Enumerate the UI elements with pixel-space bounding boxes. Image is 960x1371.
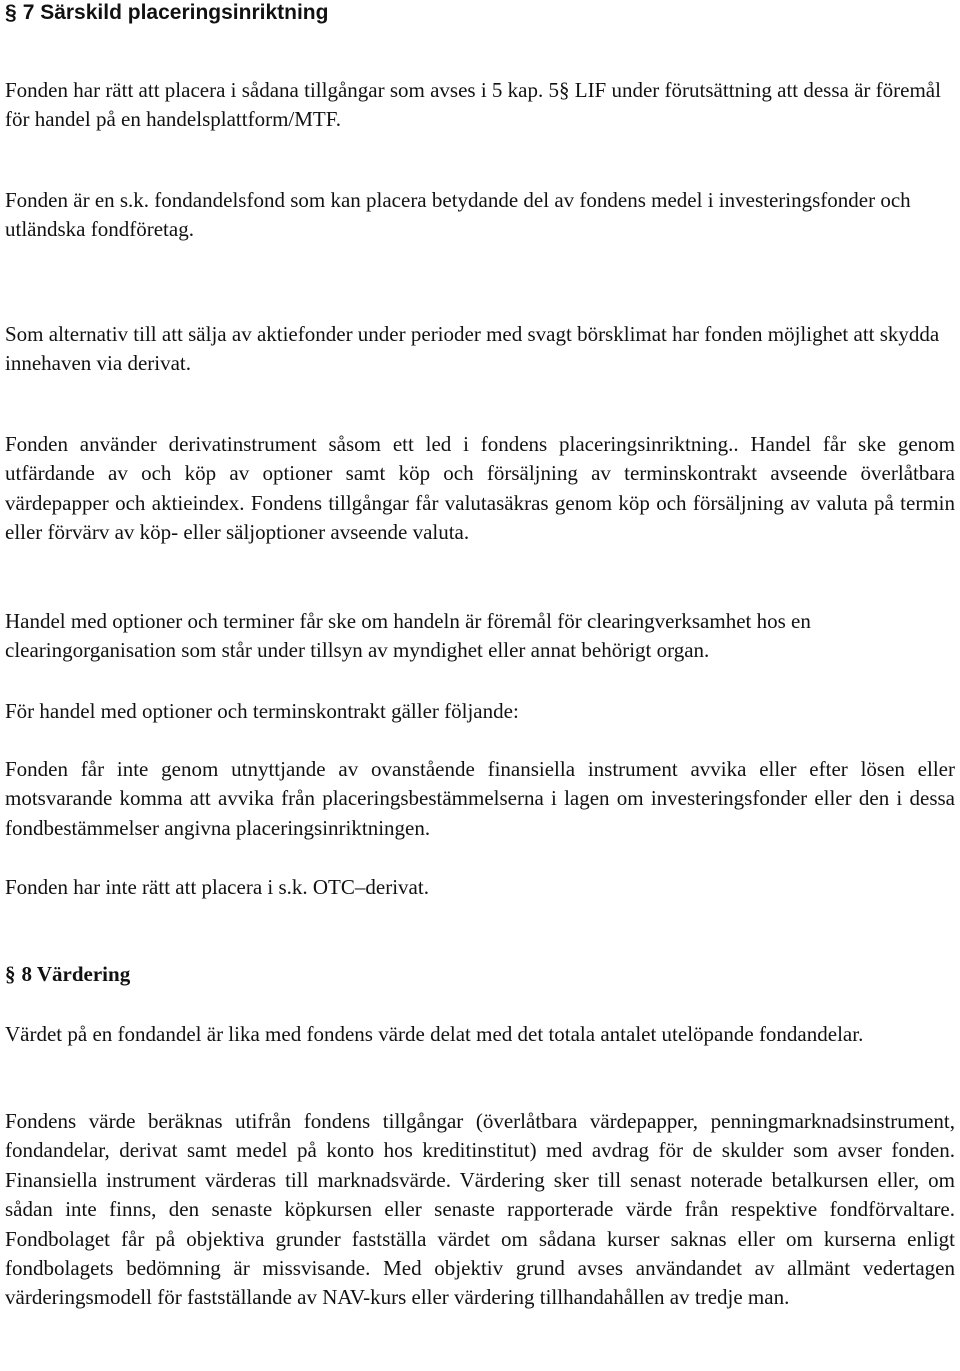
section-sign: § xyxy=(5,962,16,986)
section-8-paragraph-1: Värdet på en fondandel är lika med fondens värde delat med det totala antalet utelöpande fondandelar. xyxy=(5,1022,864,1046)
section-7-heading xyxy=(5,0,955,26)
section-8-heading xyxy=(5,961,955,987)
section-7-title: 7 Särskild placeringsinriktning xyxy=(22,1,329,24)
section-7-paragraph-2: Fonden är en s.k. fondandelsfond som kan placera betydande del av fondens medel i investeringsfonder och utländska fondföretag. xyxy=(5,188,911,242)
section-7-paragraph-4: Fonden använder derivatinstrument såsom ett led i fondens placeringsinriktning.. Handel får ske genom utfärdande av och köp av optioner samt köp och försäljning av terminskontrakt avseende överlåtbara värdepapper och aktieindex. Fondens tillgångar får valutasäkras genom köp och försäljning av valuta på termin eller förvärv av köp- eller säljoptioner avseende valuta. xyxy=(5,432,955,545)
section-7-paragraph-7: Fonden får inte genom utnyttjande av ovanstående finansiella instrument avvika eller efter lösen eller motsvarande komma att avvika från placeringsbestämmelserna i lagen om investeringsfonder eller den i dessa fondbestämmelser angivna placeringsinriktningen. xyxy=(5,757,955,840)
section-7-paragraph-6: För handel med optioner och terminskontrakt gäller följande: xyxy=(5,699,519,723)
section-7-paragraph-1: Fonden har rätt att placera i sådana tillgångar som avses i 5 kap. 5§ LIF under förutsättning att dessa är föremål för handel på en handelsplattform/MTF. xyxy=(5,78,941,132)
section-8-title: 8 Värdering xyxy=(21,962,131,986)
section-sign: § xyxy=(5,1,17,24)
section-7-paragraph-8: Fonden har inte rätt att placera i s.k. OTC–derivat. xyxy=(5,875,429,899)
section-8-paragraph-2: Fondens värde beräknas utifrån fondens tillgångar (överlåtbara värdepapper, penningmarknadsinstrument, fondandelar, derivat samt medel på konto hos kreditinstitut) med avdrag för de skulder som avser fonden. Finansiella instrument värderas till marknadsvärde. Värdering sker till senast noterade betalkursen eller, om sådan inte finns, den senaste köpkursen eller senaste rapporterade värde från respektive fondförvaltare. Fondbolaget får på objektiva grunder fastställa värdet om sådana kurser saknas eller om kurserna enligt fondbolagets bedömning är missvisande. Med objektiv grund avses användandet av allmänt vedertagen värderingsmodell för fastställande av NAV-kurs eller värdering tillhandahållen av tredje man. xyxy=(5,1109,955,1310)
section-7-paragraph-3: Som alternativ till att sälja av aktiefonder under perioder med svagt börsklimat har fonden möjlighet att skydda innehaven via derivat. xyxy=(5,322,940,376)
section-7-paragraph-5: Handel med optioner och terminer får ske om handeln är föremål för clearingverksamhet hos en clearingorganisation som står under tillsyn av myndighet eller annat behörigt organ. xyxy=(5,609,811,663)
